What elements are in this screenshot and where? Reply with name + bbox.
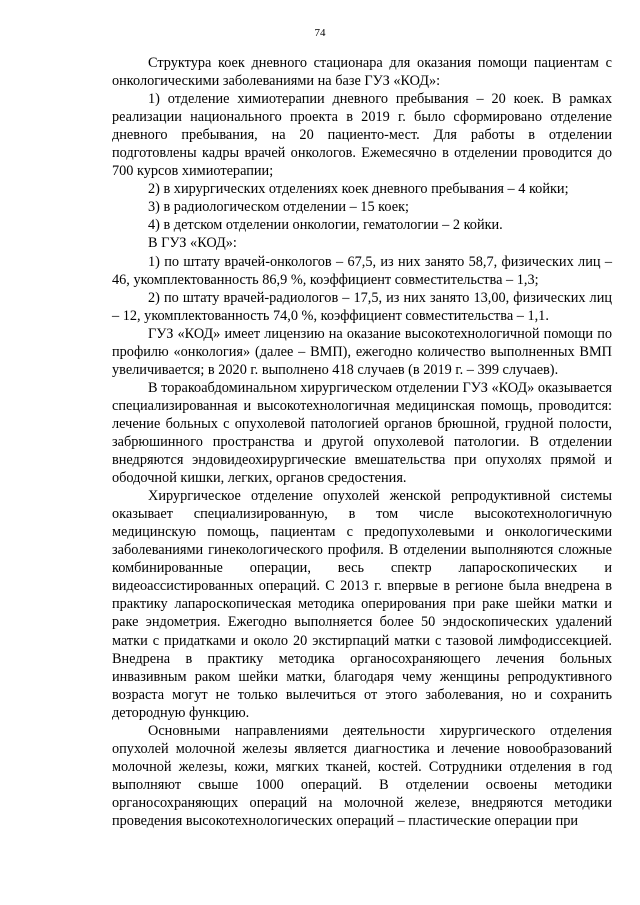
body-text — [112, 54, 612, 830]
list-item-radiologists: 2) по штату врачей-радиологов – 17,5, из них занято 13,00, физических лиц – 12, укомплектованность 74,0 %, коэффициент совместительства – 1,1. — [112, 289, 612, 324]
list-item-pediatric: 4) в детском отделении онкологии, гематологии – 2 койки. — [148, 217, 503, 234]
paragraph-gynecology: Хирургическое отделение опухолей женской репродуктивной системы оказывает специализированную, в том числе высокотехнологичную медицинскую помощь, пациентам с предопухолевыми и онкологическими заболеваниями гинекологического профиля. В отделении выполняются сложные комбинированные операции, весь спектр лапароскопических и видеоассистированных операций. С 2013 г. впервые в регионе была внедрена в практику лапароскопическая методика оперирования при раке шейки матки и раке эндометрия. Ежегодно выполняется более 50 эндоскопических удалений матки с придатками и около 20 экстирпаций матки с тазовой лимфодиссекцией. Внедрена в практику методика органосохраняющего лечения больных инвазивным раком шейки матки, благодаря чему женщины репродуктивного возраста могут не только вылечиться от этого заболевания, но и сохранить детородную функцию. — [112, 488, 612, 721]
paragraph-license: ГУЗ «КОД» имеет лицензию на оказание высокотехнологичной помощи по профилю «онкология» (далее – ВМП), ежегодно количество выполненных ВМП увеличивается; в 2020 г. выполнено 418 случаев (в 2019 г. – 399 случаев). — [112, 325, 612, 378]
list-item-surgical: 2) в хирургических отделениях коек дневного пребывания – 4 койки; — [148, 181, 569, 198]
list-item-chemotherapy: 1) отделение химиотерапии дневного пребывания – 20 коек. В рамках реализации национального проекта в 2019 г. было сформировано отделение дневного пребывания, на 20 пациенто-мест. Для работы в отделении подготовлены кадры врачей онкологов. Ежемесячно в отделении проводится до 700 курсов химиотерапии; — [112, 91, 612, 180]
list-item-radiology: 3) в радиологическом отделении – 15 коек; — [148, 199, 409, 216]
paragraph-guz-kod-heading: В ГУЗ «КОД»: — [148, 235, 237, 252]
paragraph-thoracoabdominal: В торакоабдоминальном хирургическом отделении ГУЗ «КОД» оказывается специализированная и высокотехнологичная медицинская помощь, проводится: лечение больных с опухолевой патологией органов брюшной, грудной полости, забрюшинного пространства и другой опухолевой патологии. В отделении внедряются эндовидеохирургические вмешательства при опухолях прямой и ободочной кишки, легких, органов средостения. — [112, 379, 612, 487]
paragraph-breast-surgery: Основными направлениями деятельности хирургического отделения опухолей молочной железы является диагностика и лечение новообразований молочной железы, кожи, мягких тканей, костей. Сотрудники отделения в год выполняют свыше 1000 операций. В отделении освоены методики органосохраняющих операций на молочной железе, внедряются методики проведения высокотехнологических операций – пластические операции при — [112, 722, 612, 829]
paragraph-beds-structure-intro: Структура коек дневного стационара для оказания помощи пациентам с онкологическими заболеваниями на базе ГУЗ «КОД»: — [112, 55, 612, 90]
page-number: 74 — [314, 27, 326, 39]
list-item-oncologists: 1) по штату врачей-онкологов – 67,5, из них занято 58,7, физических лиц – 46, укомплектованность 86,9 %, коэффициент совместительства – 1,3; — [112, 253, 612, 288]
